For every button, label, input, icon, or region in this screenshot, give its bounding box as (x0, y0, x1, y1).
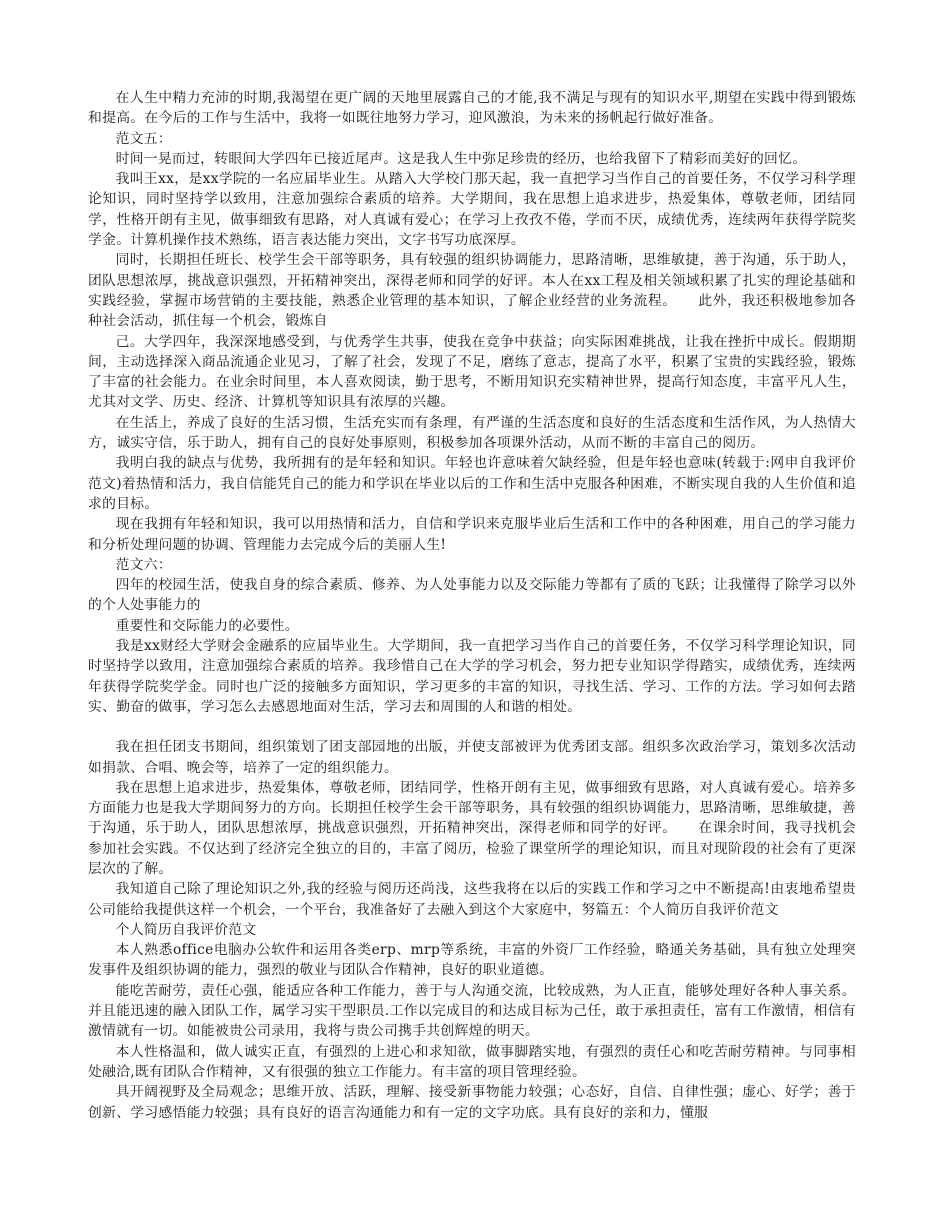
section-heading: 范文六： (115, 556, 172, 573)
paragraph: 同时，长期担任班长、校学生会干部等职务，具有较强的组织协调能力，思路清晰，思维敏捷，善于沟通，乐于助人，团队思想浓厚，挑战意识强烈，开拓精神突出，深得老师和同学的好评。本人在xx工程及相关领域积累了扎实的理论基础和实践经验，掌握市场营销的主要技能，熟悉企业管理的基本知识，了解企业经营的业务流程。 此外，我还积极地参加各种社会活动，抓住每一个机会，锻炼自 (88, 252, 856, 330)
section-heading: 个人简历自我评价范文 (115, 921, 257, 938)
paragraph: 我叫王xx，是xx学院的一名应届毕业生。从踏入大学校门那天起，我一直把学习当作自己的首要任务，不仅学习科学理论知识，同时坚持学以致用，注意加强综合素质的培养。大学期间，我在思想上追求进步，热爱集体，尊敬老师，团结同学，性格开朗有主见，做事细致有思路，对人真诚有爱心；在学习上孜孜不倦，学而不厌，成绩优秀，连续两年获得学院奖学金。计算机操作技术熟练，语言表达能力突出，文字书写功底深厚。 (88, 171, 856, 249)
paragraph: 己。大学四年，我深深地感受到，与优秀学生共事，使我在竞争中获益；向实际困难挑战，让我在挫折中成长。假期期间，主动选择深入商品流通企业见习，了解了社会，发现了不足，磨练了意志，提高了水平，积累了宝贵的实践经验，锻炼了丰富的社会能力。在业余时间里，本人喜欢阅读，勤于思考，不断用知识充实精神世界，提高行知态度，丰富平凡人生，尤其对文学、历史、经济、计算机等知识具有浓厚的兴趣。 (88, 333, 856, 411)
paragraph: 我知道自己除了理论知识之外,我的经验与阅历还尚浅，这些我将在以后的实践工作和学习之中不断提高!由衷地希望贵公司能给我提供这样一个机会，一个平台，我准备好了去融入到这个大家庭中，努篇五：个人简历自我评价范文 (88, 881, 856, 918)
paragraph: 重要性和交际能力的必要性。 (115, 617, 299, 634)
paragraph: 现在我拥有年轻和知识，我可以用热情和活力，自信和学识来克服毕业后生活和工作中的各种困难，用自己的学习能力和分析处理问题的协调、管理能力去完成今后的美丽人生! (88, 516, 856, 553)
paragraph: 本人性格温和，做人诚实正直，有强烈的上进心和求知欲，做事脚踏实地，有强烈的责任心和吃苦耐劳精神。与同事相处融洽,既有团队合作精神，又有很强的独立工作能力。有丰富的项目管理经验。 (88, 1043, 856, 1080)
section-heading: 范文五： (115, 130, 172, 147)
paragraph: 时间一晃而过，转眼间大学四年已接近尾声。这是我人生中弥足珍贵的经历，也给我留下了精彩而美好的回忆。 (115, 150, 807, 167)
paragraph-gap (88, 717, 856, 737)
paragraph: 本人熟悉office电脑办公软件和运用各类erp、mrp等系统，丰富的外资厂工作经验，略通关务基础，具有独立处理突发事件及组织协调的能力，强烈的敬业与团队合作精神，良好的职业道德。 (88, 942, 856, 979)
paragraph: 我在担任团支书期间，组织策划了团支部园地的出版，并使支部被评为优秀团支部。组织多次政治学习，策划多次活动如捐款、合唱、晚会等，培养了一定的组织能力。 (88, 739, 856, 776)
paragraph: 我在思想上追求进步，热爱集体，尊敬老师，团结同学，性格开朗有主见，做事细致有思路，对人真诚有爱心。培养多方面能力也是我大学期间努力的方向。长期担任校学生会干部等职务，具有较强的组织协调能力，思路清晰，思维敏捷，善于沟通，乐于助人，团队思想浓厚，挑战意识强烈，开拓精神突出，深得老师和同学的好评。 在课余时间，我寻找机会参加社会实践。不仅达到了经济完全独立的目的，丰富了阅历，检验了课堂所学的理论知识，而且对现阶段的社会有了更深层次的了解。 (88, 779, 856, 877)
document-page (88, 88, 856, 1123)
paragraph: 我是xx财经大学财会金融系的应届毕业生。大学期间，我一直把学习当作自己的首要任务，不仅学习科学理论知识，同时坚持学以致用，注意加强综合素质的培养。我珍惜自己在大学的学习机会，努力把专业知识学得踏实，成绩优秀，连续两年获得学院奖学金。同时也广泛的接触多方面知识，学习更多的丰富的知识，寻找生活、学习、工作的方法。学习如何去踏实、勤奋的做事，学习怎么去感恩地面对生活，学习去和周围的人和谐的相处。 (88, 638, 856, 715)
paragraph: 在生活上，养成了良好的生活习惯，生活充实而有条理，有严谨的生活态度和良好的生活态度和生活作风，为人热情大方，诚实守信，乐于助人，拥有自己的良好处事原则，积极参加各项课外活动，从而不断的丰富自己的阅历。 (88, 414, 856, 452)
paragraph: 我明白我的缺点与优势，我所拥有的是年轻和知识。年轻也许意味着欠缺经验，但是年轻也意味(转载于:网申自我评价范文)着热情和活力，我自信能凭自己的能力和学识在毕业以后的工作和生活中克服各种困难，不断实现自我的人生价值和追求的目标。 (88, 455, 856, 512)
paragraph: 具开阔视野及全局观念；思维开放、活跃，理解、接受新事物能力较强；心态好，自信、自律性强；虚心、好学；善于创新、学习感悟能力较强；具有良好的语言沟通能力和有一定的文字功底。具有良好的亲和力，懂服 (88, 1084, 856, 1121)
paragraph: 能吃苦耐劳，责任心强，能适应各种工作能力，善于与人沟通交流，比较成熟，为人正直，能够处理好各种人事关系。并且能迅速的融入团队工作，属学习实干型职员.工作以完成目的和达成目标为己任，敢于承担责任，富有工作激情，相信有激情就有一切。如能被贵公司录用，我将与贵公司携手共创辉煌的明天。 (88, 982, 856, 1040)
paragraph: 四年的校园生活，使我自身的综合素质、修养、为人处事能力以及交际能力等都有了质的飞跃；让我懂得了除学习以外的个人处事能力的 (88, 577, 856, 614)
paragraph: 在人生中精力充沛的时期,我渴望在更广阔的天地里展露自己的才能,我不满足与现有的知识水平,期望在实践中得到锻炼和提高。在今后的工作与生活中，我将一如既往地努力学习，迎风激浪，为未来的扬帆起行做好准备。 (88, 90, 856, 127)
